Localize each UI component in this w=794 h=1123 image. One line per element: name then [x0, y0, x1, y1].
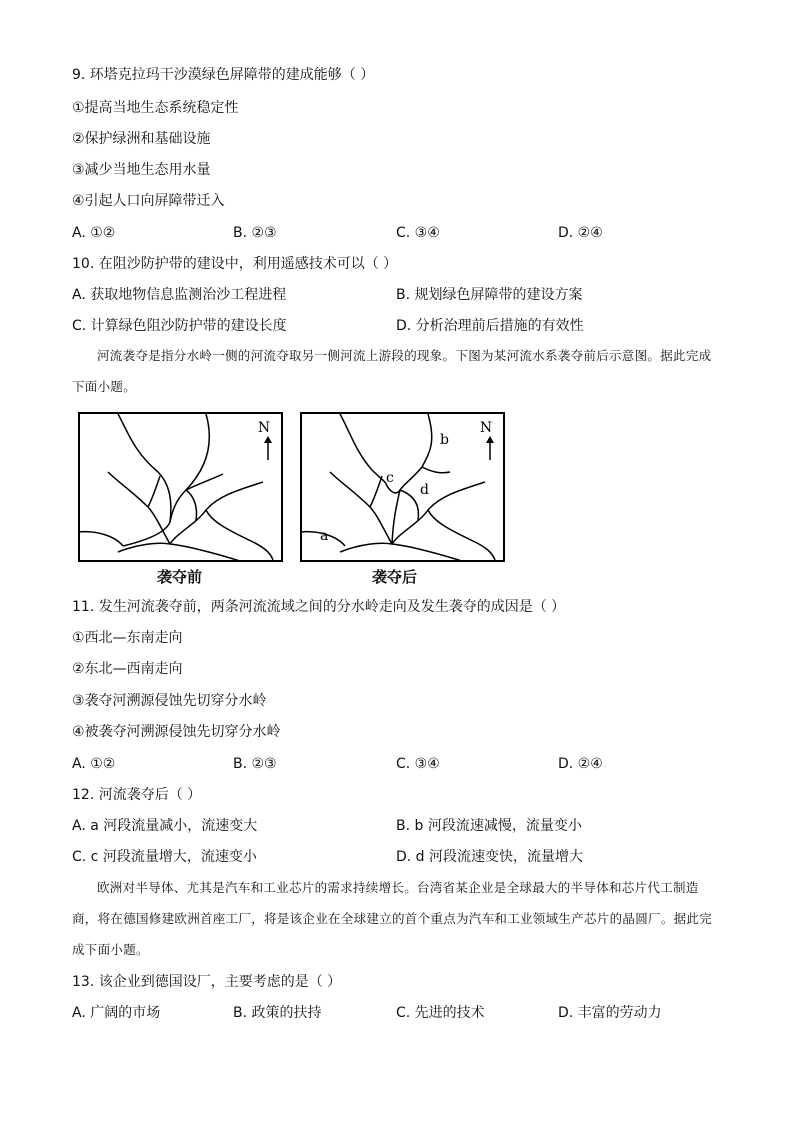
question-11-item-4: ④被袭夺河溯源侵蚀先切穿分水岭: [72, 724, 281, 740]
question-10-stem: 10. 在阻沙防护带的建设中，利用遥感技术可以（ ）: [72, 256, 398, 272]
question-11-option-c: C. ③④: [396, 756, 440, 772]
question-11-item-3: ③袭夺河溯源侵蚀先切穿分水岭: [72, 693, 267, 709]
passage-river-capture: 河流袭夺是指分水岭一侧的河流夺取另一侧河流上游段的现象。下图为某河流水系袭夺前后示意图。据此完成下面小题。: [72, 348, 712, 394]
question-9-option-a: A. ①②: [72, 225, 116, 241]
question-12-stem: 12. 河流袭夺后（ ）: [72, 787, 202, 803]
label-b: b: [440, 432, 449, 448]
question-11-option-d: D. ②④: [558, 756, 603, 772]
map-after-capture: [300, 412, 505, 562]
question-9-item-4: ④引起人口向屏障带迁入: [72, 193, 225, 209]
question-12-option-d: D. d 河段流速变快，流量增大: [396, 849, 584, 865]
north-label-before: N: [257, 420, 271, 436]
question-9-stem: 9. 环塔克拉玛干沙漠绿色屏障带的建成能够（ ）: [72, 67, 375, 83]
question-13-option-a: A. 广阔的市场: [72, 1005, 161, 1021]
caption-after: 袭夺后: [372, 568, 418, 586]
question-9-option-b: B. ②③: [233, 225, 277, 241]
map-before-capture: [78, 412, 283, 562]
question-12-option-a: A. a 河段流量减小，流速变大: [72, 818, 258, 834]
label-d: d: [420, 482, 429, 498]
question-12-option-b: B. b 河段流速减慢，流量变小: [396, 818, 582, 834]
north-label-after: N: [479, 420, 493, 436]
question-11-option-b: B. ②③: [233, 756, 277, 772]
question-10-option-a: A. 获取地物信息监测治沙工程进程: [72, 287, 287, 303]
question-10-option-b: B. 规划绿色屏障带的建设方案: [396, 287, 583, 303]
question-10-option-d: D. 分析治理前后措施的有效性: [396, 318, 584, 334]
question-13-stem: 13. 该企业到德国设厂，主要考虑的是（ ）: [72, 974, 342, 990]
question-13-option-d: D. 丰富的劳动力: [558, 1005, 662, 1021]
question-9-item-1: ①提高当地生态系统稳定性: [72, 100, 239, 116]
question-12-option-c: C. c 河段流量增大，流速变小: [72, 849, 257, 865]
question-13-option-c: C. 先进的技术: [396, 1005, 485, 1021]
question-11-stem: 11. 发生河流袭夺前，两条河流流域之间的分水岭走向及发生袭夺的成因是（ ）: [72, 599, 566, 615]
question-11-item-2: ②东北—西南走向: [72, 661, 183, 677]
label-c: c: [386, 470, 394, 486]
question-9-item-2: ②保护绿洲和基础设施: [72, 131, 211, 147]
question-9-option-c: C. ③④: [396, 225, 440, 241]
question-11-item-1: ①西北—东南走向: [72, 630, 183, 646]
label-a: a: [320, 528, 329, 544]
question-11-option-a: A. ①②: [72, 756, 116, 772]
passage-semiconductor: 欧洲对半导体、尤其是汽车和工业芯片的需求持续增长。台湾省某企业是全球最大的半导体和芯片代工制造商，将在德国修建欧洲首座工厂，将是该企业在全球建立的首个重点为汽车和工业领域生产芯片的晶圆厂。据此完成下面小题。: [72, 880, 713, 957]
question-9-item-3: ③减少当地生态用水量: [72, 162, 211, 178]
question-9-option-d: D. ②④: [558, 225, 603, 241]
caption-before: 袭夺前: [157, 568, 203, 586]
question-10-option-c: C. 计算绿色阻沙防护带的建设长度: [72, 318, 287, 334]
question-13-option-b: B. 政策的扶持: [233, 1005, 322, 1021]
